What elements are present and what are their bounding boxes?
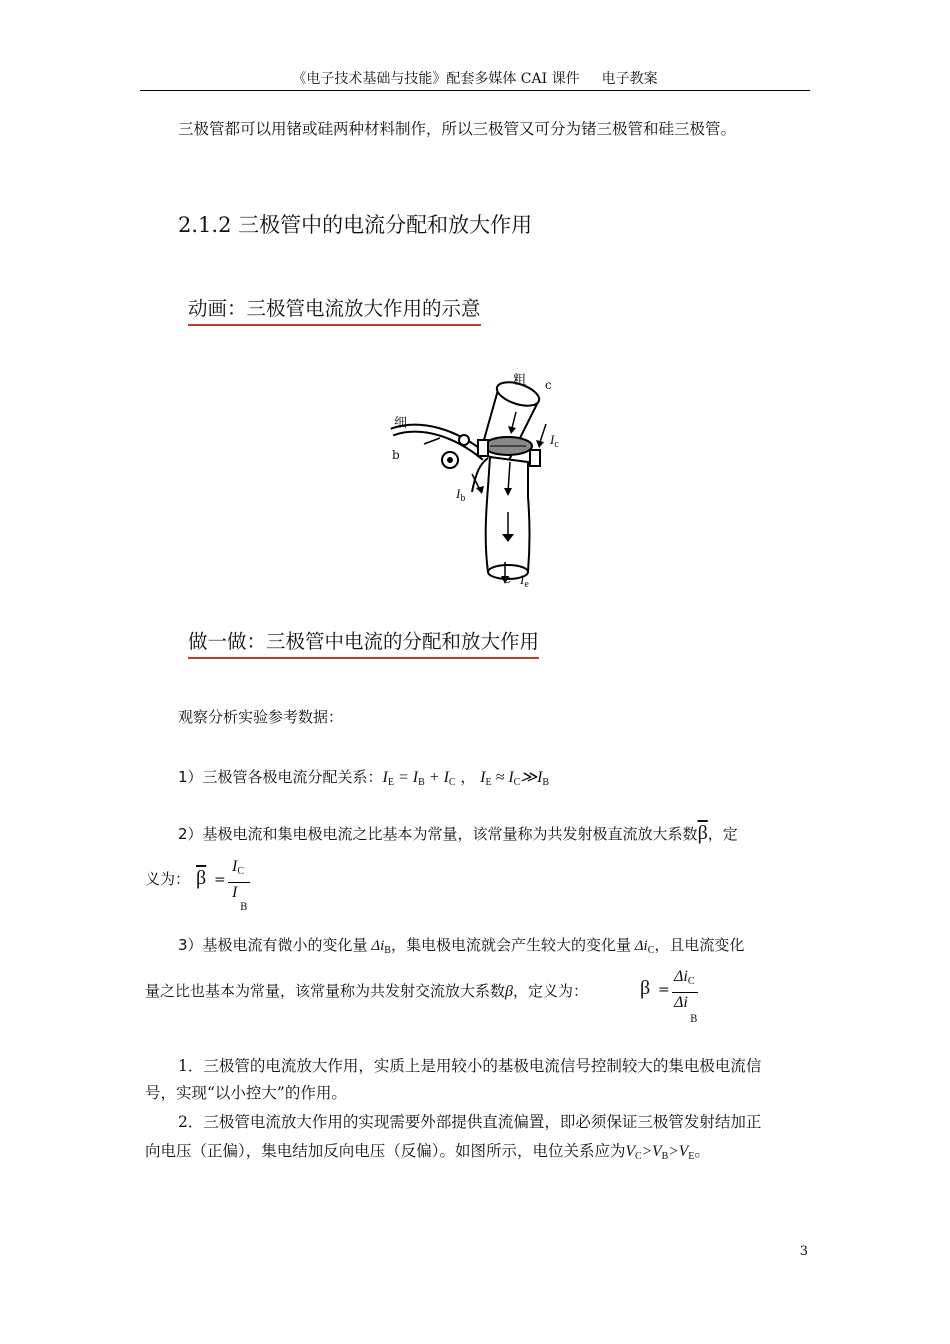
label-thick: 粗 [513,373,527,388]
label-ie: $I_e$ [520,572,529,590]
page-header [140,70,810,91]
page-number: 3 [799,1244,808,1259]
label-b: b [392,448,400,462]
animation-heading: 动画：三极管电流放大作用的示意 [188,293,481,326]
section-heading: 2.1.2 三极管中的电流分配和放大作用 [178,213,533,237]
label-c: c [545,378,552,392]
do-heading: 做一做：三极管中电流的分配和放大作用 [188,626,539,659]
item-2-line-2: 义为： [145,870,191,888]
point-2-line-2: 向电压（正偏），集电结加反向电压（反偏）。如图所示，电位关系应为$V_C>V_B>V_E$。 [145,1142,710,1162]
point-2-line-1: 2．三极管电流放大作用的实现需要外部提供直流偏置，即必须保证三极管发射结加正 [178,1113,762,1131]
item-3-line-1: 3）基极电流有微小的变化量 $\Delta i_B$，集电极电流就会产生较大的变化量 $\Delta i_C$，且电流变化 [178,936,745,956]
item-2-line-1: 2）基极电流和集电极电流之比基本为常量，该常量称为共发射极直流放大系数$\overline{\beta}$，定 [178,822,738,844]
point-1-line-1: 1．三极管的电流放大作用，实质上是用较小的基极电流信号控制较大的集电极电流信 [178,1057,762,1075]
label-ib: $I_b$ [456,486,466,504]
header-tag: 电子教案 [601,71,658,87]
label-e: e [504,572,512,586]
pipe-illustration [380,362,580,594]
observe-label: 观察分析实验参考数据： [178,708,344,726]
intro-paragraph: 三极管都可以用锗或硅两种材料制作，所以三极管又可分为锗三极管和硅三极管。 [178,120,737,138]
item-3-line-2: 量之比也基本为常量，该常量称为共发射交流放大系数β，定义为： [145,982,588,1000]
label-ic: $I_c$ [550,432,559,450]
transistor-pipe-figure [380,362,580,594]
beta-ac-formula: β = $\Delta i_C$ Δi B [640,968,698,1025]
point-1-line-2: 号，实现“以小控大”的作用。 [145,1084,347,1102]
item-1: 1）三极管各极电流分配关系：$I_E = I_B + I_C$ ， $I_E$ ≈ $I_C≫I_B$ [178,768,550,788]
header-title: 《电子技术基础与技能》配套多媒体 CAI 课件 [292,71,580,87]
label-thin: 细 [394,416,408,431]
beta-dc-formula: $\overline{\beta}$ = $I_C$ I B [196,858,266,914]
